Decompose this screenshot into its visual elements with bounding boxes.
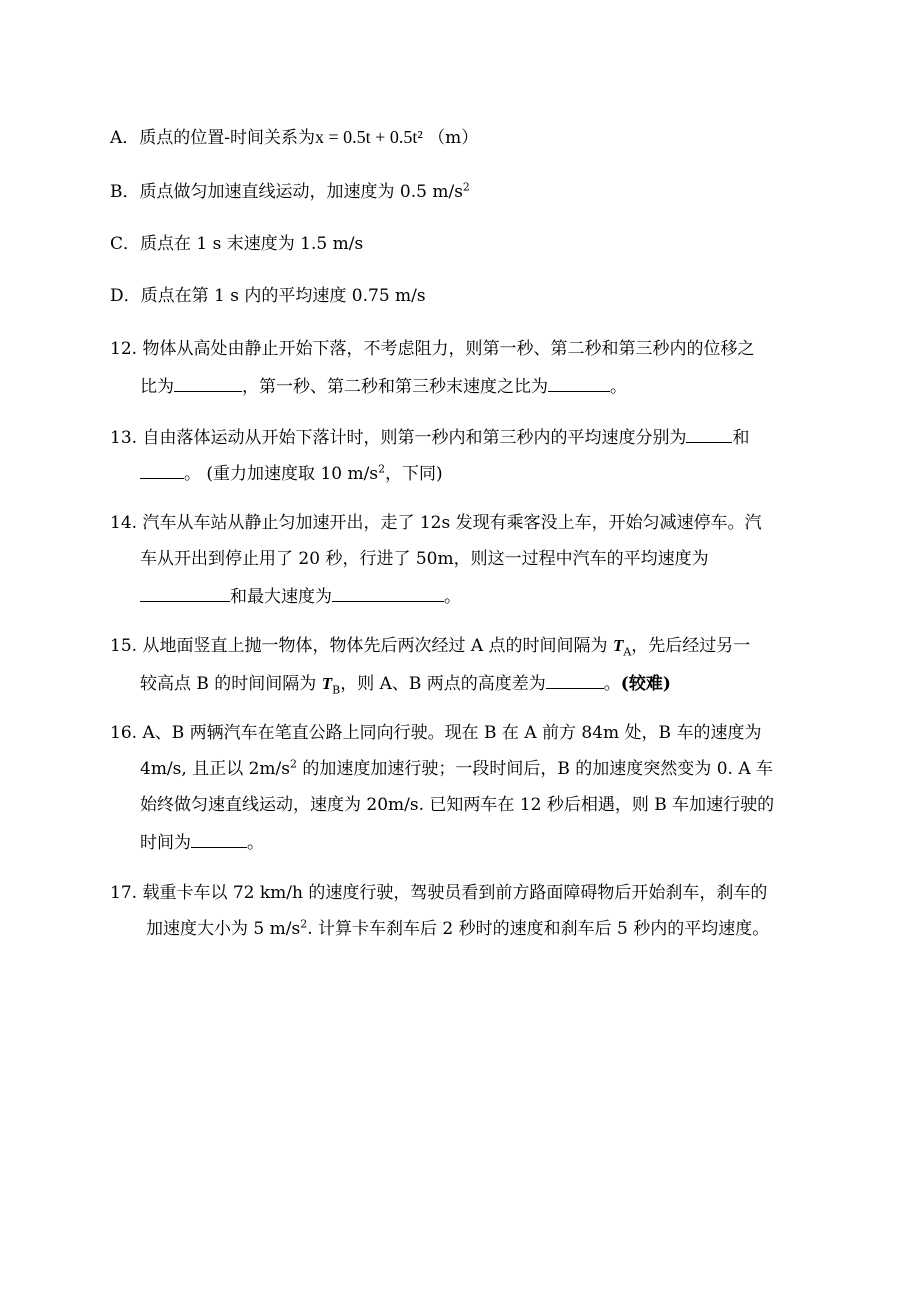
option-b <box>110 180 470 204</box>
q12-text-a: 比为 <box>140 377 174 397</box>
q12-line1: 12. 物体从高处由静止开始下落，不考虑阻力，则第一秒、第二秒和第三秒内的位移之 <box>110 339 755 359</box>
option-a-text: 质点的位置-时间关系为 <box>139 128 316 148</box>
q13-answer-blank-1[interactable] <box>686 424 732 443</box>
q12-text-c: 。 <box>610 377 627 397</box>
option-d-text: 质点在第 1 s 内的平均速度 0.75 m/s <box>140 286 426 306</box>
q15-text-b: ，先后经过另一 <box>631 636 751 656</box>
q12-answer-blank-1[interactable] <box>174 373 242 392</box>
q13-text-d: ，下同) <box>385 464 443 484</box>
option-c-label: C． <box>110 234 141 254</box>
option-c <box>110 232 363 256</box>
q15-symbol-t-b: T <box>321 674 333 693</box>
q16-line3: 始终做匀速直线运动，速度为 20m/s. 已知两车在 12 秒后相遇，则 B 车加速行驶的 <box>140 795 775 815</box>
q14-line3 <box>140 583 461 609</box>
option-b-text: 质点做匀加速直线运动，加速度为 0.5 m/s <box>139 182 463 202</box>
q16-line2 <box>140 757 773 781</box>
q17-sup: 2 <box>300 917 308 931</box>
q12-text-b: ，第一秒、第二秒和第三秒末速度之比为 <box>242 377 548 397</box>
q13-sup: 2 <box>378 462 386 476</box>
option-c-text: 质点在 1 s 末速度为 1.5 m/s <box>140 234 364 254</box>
q16-sup: 2 <box>290 757 297 771</box>
q16-line4 <box>140 829 264 855</box>
q15-text-e: 。 <box>603 674 621 694</box>
option-a-label: A． <box>110 128 140 148</box>
q14-answer-blank-1[interactable] <box>140 583 230 602</box>
q16-text-c: 时间为 <box>140 833 191 853</box>
option-a <box>110 125 478 150</box>
q17-text-a: 加速度大小为 5 m/s <box>146 919 301 939</box>
q15-answer-blank[interactable] <box>546 670 604 689</box>
q13-text-a: 13. 自由落体运动从开始下落计时，则第一秒内和第三秒内的平均速度分别为 <box>110 428 687 448</box>
q14-answer-blank-2[interactable] <box>332 583 444 602</box>
q15-text-c: 较高点 B 的时间间隔为 <box>140 674 322 694</box>
q16-line1: 16. A、B 两辆汽车在笔直公路上同向行驶。现在 B 在 A 前方 84m 处，B 车的速度为 <box>110 723 762 743</box>
option-b-label: B． <box>110 182 140 202</box>
q17-text-b: . 计算卡车刹车后 2 秒时的速度和刹车后 5 秒内的平均速度。 <box>307 919 770 939</box>
option-d-label: D． <box>110 286 141 306</box>
q13-answer-blank-2[interactable] <box>140 460 184 479</box>
q15-line1 <box>110 634 750 658</box>
q16-text-b: 的加速度加速行驶；一段时间后，B 的加速度突然变为 0. A 车 <box>297 759 774 779</box>
q15-text-a: 15. 从地面竖直上抛一物体，物体先后两次经过 A 点的时间间隔为 <box>110 636 613 656</box>
q13-line2 <box>140 460 443 486</box>
q15-difficulty: (较难) <box>620 674 671 694</box>
q14-line2: 车从开出到停止用了 20 秒，行进了 50m，则这一过程中汽车的平均速度为 <box>140 549 709 569</box>
option-d <box>110 284 426 308</box>
q12-answer-blank-2[interactable] <box>548 373 610 392</box>
q15-sub-b: B <box>332 683 341 697</box>
q13-text-c: 。 (重力加速度取 10 m/s <box>184 464 379 484</box>
q17-line2 <box>146 917 769 941</box>
q16-answer-blank[interactable] <box>191 829 247 848</box>
q14-line1: 14. 汽车从车站从静止匀加速开出，走了 12s 发现有乘客没上车，开始匀减速停车。汽 <box>110 513 762 533</box>
q13-text-b: 和 <box>732 428 750 448</box>
q12-line2 <box>140 373 627 399</box>
q16-text-d: 。 <box>247 833 264 853</box>
q15-symbol-t-a: T <box>612 636 624 655</box>
q15-sub-a: A <box>623 645 632 659</box>
q14-text-a: 和最大速度为 <box>230 587 332 607</box>
q14-text-b: 。 <box>444 587 461 607</box>
q15-line2 <box>140 670 671 696</box>
q17-line1: 17. 载重卡车以 72 km/h 的速度行驶，驾驶员看到前方路面障碍物后开始刹车，刹车的 <box>110 883 768 903</box>
q13-line1 <box>110 424 749 450</box>
q15-text-d: ，则 A、B 两点的高度差为 <box>340 674 546 694</box>
option-b-sup: 2 <box>462 180 470 194</box>
option-a-formula: x = 0.5t + 0.5t² <box>315 127 423 147</box>
option-a-unit: （m） <box>428 128 479 148</box>
q16-text-a: 4m/s, 且正以 2m/s <box>140 759 290 779</box>
